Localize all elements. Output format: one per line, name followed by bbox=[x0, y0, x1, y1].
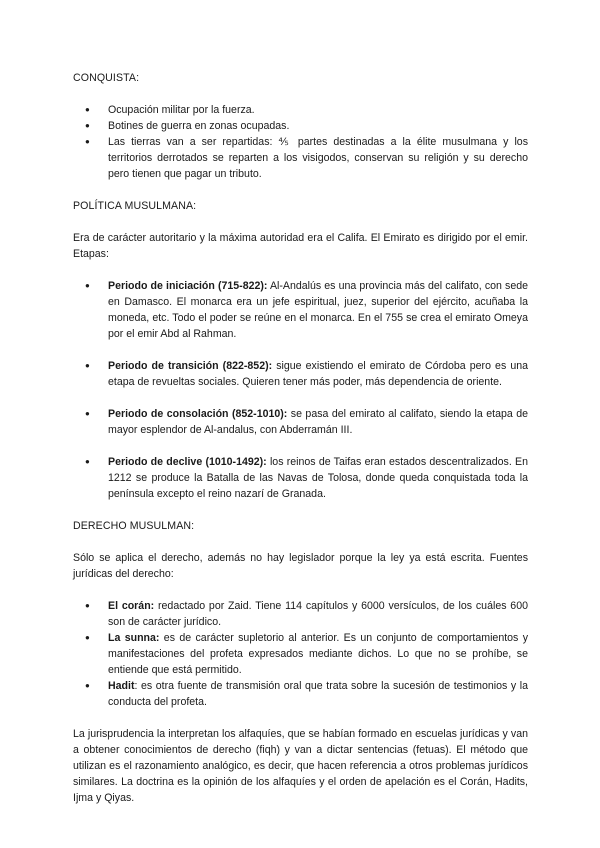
source-text: : es otra fuente de transmisión oral que trata sobre la sucesión de testimonios y la conducta del profeta. bbox=[108, 680, 528, 708]
politica-intro: Era de carácter autoritario y la máxima autoridad era el Califa. El Emirato es dirigido por el emir. Etapas: bbox=[73, 232, 528, 260]
list-item bbox=[73, 598, 528, 630]
sources-list bbox=[73, 598, 528, 710]
source-title: Hadit bbox=[108, 680, 135, 692]
source-text: redactado por Zaid. Tiene 114 capítulos y 6000 versículos, de los cuáles 600 son de carácter jurídico. bbox=[108, 600, 528, 628]
periods-list bbox=[73, 278, 528, 502]
list-item bbox=[73, 278, 528, 342]
section-heading-conquista: CONQUISTA: bbox=[73, 72, 140, 84]
derecho-intro: Sólo se aplica el derecho, además no hay legislador porque la ley ya está escrita. Fuentes jurídicas del derecho: bbox=[73, 552, 528, 580]
period-title: Periodo de transición (822-852): bbox=[108, 360, 273, 372]
list-item: ● Las tierras van a ser repartidas: ⅘ partes destinadas a la élite musulmana y los territorios derrotados se reparten a los visigodos, conservan su religión y su derecho pero tienen que pagar un tributo. bbox=[73, 134, 528, 182]
list-item: ● Ocupación militar por la fuerza. bbox=[73, 102, 528, 118]
source-title: La sunna: bbox=[108, 632, 160, 644]
section-heading-derecho: DERECHO MUSULMAN: bbox=[73, 520, 195, 532]
period-text: los reinos de Taifas eran estados descentralizados. En 1212 se produce la Batalla de las Navas de Tolosa, donde queda conquistada toda la península excepto el reino nazarí de Granada. bbox=[108, 456, 528, 500]
list-item: ● Botines de guerra en zonas ocupadas. bbox=[73, 118, 528, 134]
document-body bbox=[73, 70, 528, 822]
list-item bbox=[73, 358, 528, 390]
period-title: Periodo de consolación (852-1010): bbox=[108, 408, 288, 420]
source-title: El corán: bbox=[108, 600, 155, 612]
period-text: sigue existiendo el emirato de Córdoba pero es una etapa de revueltas sociales. Quieren tener más poder, más dependencia de oriente. bbox=[108, 360, 529, 388]
list-item bbox=[73, 454, 528, 502]
period-title: Periodo de declive (1010-1492): bbox=[108, 456, 267, 468]
list-item bbox=[73, 678, 528, 710]
derecho-closing: La jurisprudencia la interpretan los alfaquíes, que se habían formado en escuelas jurídicas y van a obtener conocimientos de derecho (fiqh) y van a dictar sentencias (fetuas). El método que utilizan es el razonamiento analógico, es decir, que hacen referencia a otros problemas jurídicos similares. La doctrina es la opinión de los alfaquíes y el orden de apelación es el Corán, Hadits, Ijma y Qiyas. bbox=[73, 728, 528, 804]
list-item bbox=[73, 630, 528, 678]
period-text: se pasa del emirato al califato, siendo la etapa de mayor esplendor de Al-andalus, con Abderramán III. bbox=[108, 408, 528, 436]
period-text: Al-Andalús es una provincia más del califato, con sede en Damasco. El monarca era un jefe espiritual, juez, superior del ejército, acuñaba la moneda, etc. Todo el poder se reúne en el monarca. En el 755 se crea el emirato Omeya por el emir Abd al Rahman. bbox=[108, 280, 528, 340]
list-item bbox=[73, 406, 528, 438]
conquista-list bbox=[73, 102, 528, 182]
source-text: es de carácter supletorio al anterior. Es un conjunto de comportamientos y manifestaciones del profeta expresados mediante dichos. Lo que no se prohíbe, se entiende que está permitido. bbox=[108, 632, 528, 676]
section-heading-politica: POLÍTICA MUSULMANA: bbox=[73, 200, 197, 212]
period-title: Periodo de iniciación (715-822): bbox=[108, 280, 268, 292]
